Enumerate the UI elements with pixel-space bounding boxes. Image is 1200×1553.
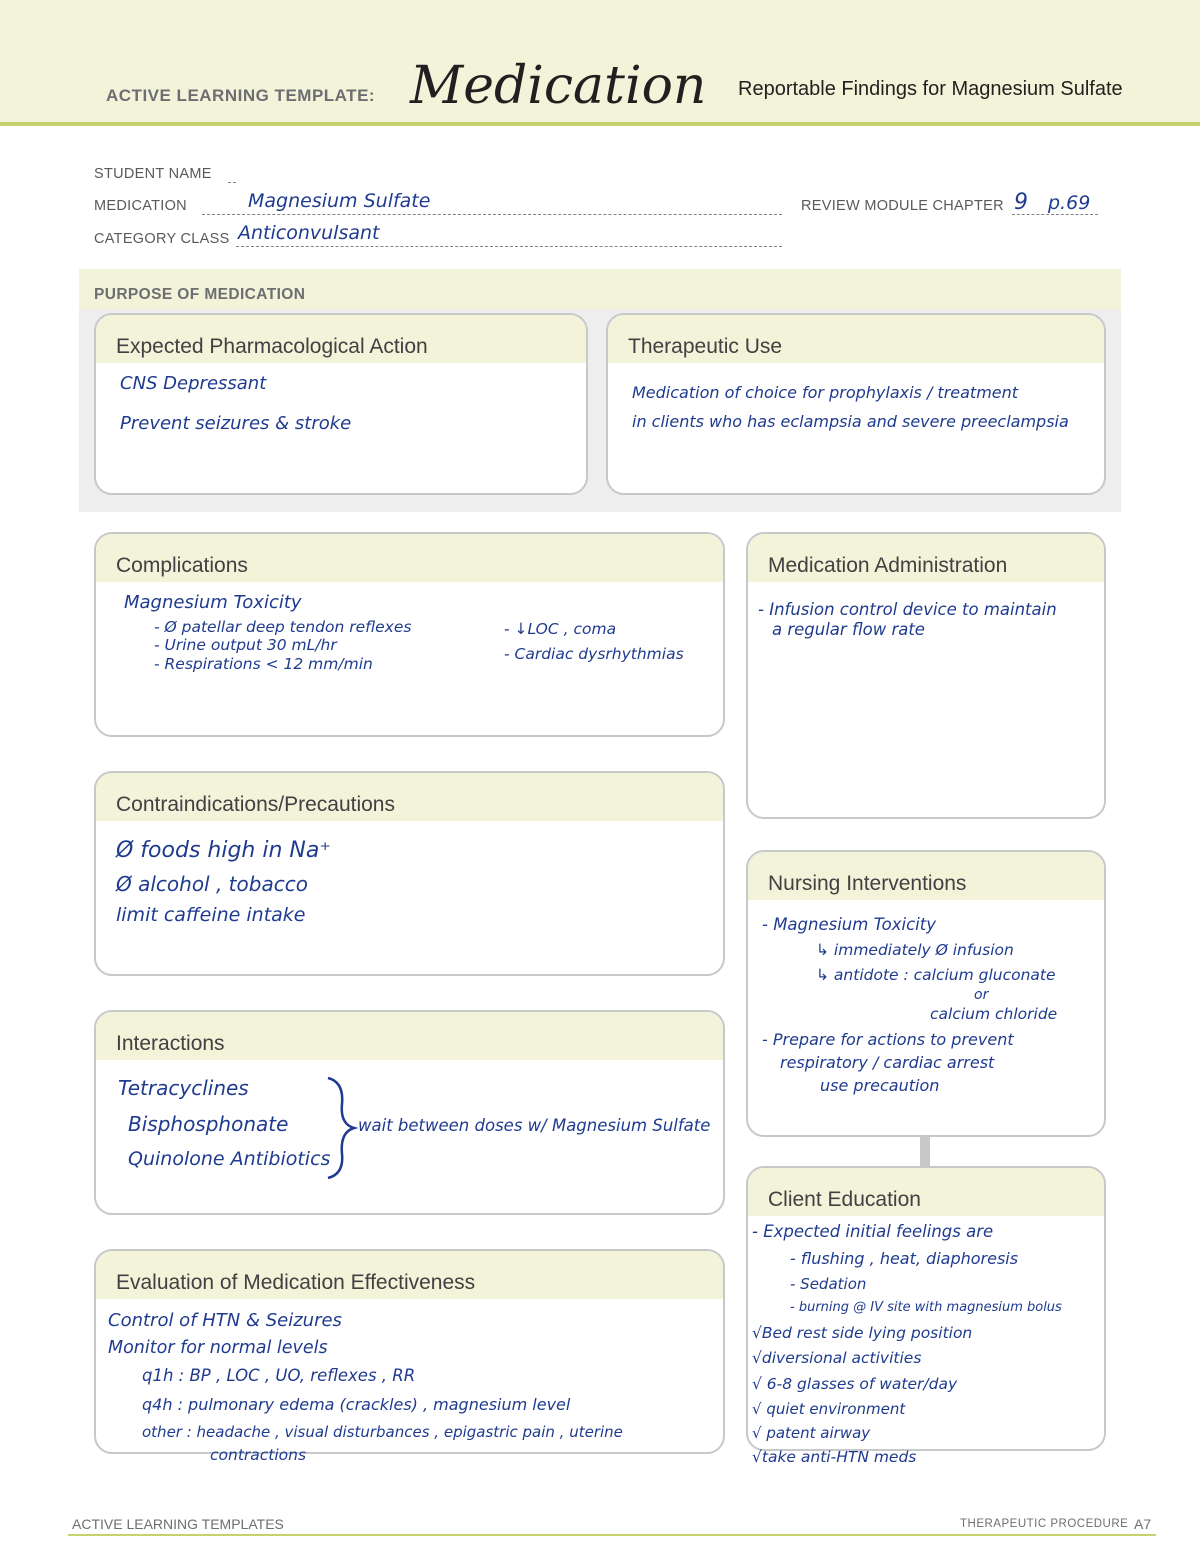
contraindication-item: Ø foods high in Na⁺: [116, 838, 331, 863]
expected-action-content: [120, 373, 576, 434]
administration-title: Medication Administration: [768, 554, 1008, 577]
therapeutic-use-box: [606, 313, 1106, 495]
therapeutic-use-content: [632, 383, 1094, 431]
category-class-line: [236, 246, 782, 247]
therapeutic-use-line: in clients who has eclampsia and severe preeclampsia: [632, 412, 1069, 432]
expected-action-box: [94, 313, 588, 495]
administration-line: - Infusion control device to maintain: [758, 600, 1057, 619]
interaction-drug: Quinolone Antibiotics: [128, 1148, 331, 1170]
contraindication-item: limit caffeine intake: [116, 904, 306, 927]
education-line: - burning @ IV site with magnesium bolus: [790, 1300, 1062, 1316]
interactions-box: [94, 1010, 725, 1215]
administration-content: [758, 600, 1094, 640]
nursing-interventions-title: Nursing Interventions: [768, 872, 967, 895]
interactions-title: Interactions: [116, 1032, 225, 1055]
interactions-note: wait between doses w/ Magnesium Sulfate: [358, 1116, 711, 1135]
expected-action-line: CNS Depressant: [120, 373, 267, 394]
medication-label: MEDICATION: [94, 198, 187, 214]
therapeutic-use-line: Medication of choice for prophylaxis / treatment: [632, 383, 1019, 402]
complications-title: Complications: [116, 554, 248, 577]
complication-item: - Ø patellar deep tendon reflexes: [154, 617, 412, 636]
footer-page-number: A7: [1134, 1516, 1152, 1532]
education-line: - Expected initial feelings are: [752, 1222, 994, 1241]
complications-heading: Magnesium Toxicity: [124, 592, 302, 613]
contraindications-content: [116, 833, 713, 931]
nursing-interventions-content: [762, 912, 1094, 1097]
evaluation-line: contractions: [210, 1446, 307, 1465]
nursing-line: - Magnesium Toxicity: [762, 915, 936, 934]
education-line: √diversional activities: [752, 1349, 922, 1368]
education-line: - flushing , heat, diaphoresis: [790, 1249, 1019, 1269]
contraindications-box: [94, 771, 725, 976]
expected-action-line: Prevent seizures & stroke: [120, 412, 352, 434]
client-education-box: [746, 1166, 1106, 1467]
complication-item: - Respirations < 12 mm/min: [154, 654, 373, 673]
client-education-content: [752, 1218, 1062, 1469]
education-line: - Sedation: [790, 1275, 867, 1294]
nursing-line: use precaution: [820, 1075, 940, 1095]
review-chapter-value: 9: [1014, 190, 1028, 215]
contraindications-title: Contraindications/Precautions: [116, 793, 395, 816]
education-line: √Bed rest side lying position: [752, 1323, 973, 1342]
medication-line: [202, 214, 782, 215]
expected-action-title: Expected Pharmacological Action: [116, 335, 428, 358]
complication-item: - Urine output 30 mL/hr: [154, 636, 337, 655]
complications-box: [94, 532, 725, 737]
nursing-line: ↳ immediately Ø infusion: [816, 941, 1014, 960]
contraindication-item: Ø alcohol , tobacco: [116, 872, 308, 897]
nursing-line: ↳ antidote : calcium gluconate: [816, 966, 1056, 985]
nursing-line: respiratory / cardiac arrest: [780, 1053, 995, 1073]
review-module-label: REVIEW MODULE CHAPTER: [801, 198, 1004, 214]
footer-left: ACTIVE LEARNING TEMPLATES: [72, 1516, 284, 1532]
footer-right: THERAPEUTIC PROCEDURE: [960, 1518, 1129, 1530]
category-class-value: Anticonvulsant: [238, 222, 380, 244]
interactions-brace: [322, 1074, 362, 1184]
evaluation-line: Control of HTN & Seizures: [108, 1310, 342, 1331]
complications-content-right: [504, 620, 713, 663]
template-title: Medication: [410, 56, 707, 116]
evaluation-line: q1h : BP , LOC , UO, reflexes , RR: [142, 1366, 416, 1386]
nursing-line: or: [974, 986, 989, 1003]
evaluation-content: [108, 1307, 713, 1467]
category-class-label: CATEGORY CLASS: [94, 231, 230, 247]
education-line: √ patent airway: [752, 1424, 871, 1443]
header-rule: [0, 122, 1200, 126]
complication-item: - ↓LOC , coma: [504, 620, 617, 638]
evaluation-line: q4h : pulmonary edema (crackles) , magnesium level: [142, 1394, 571, 1414]
client-education-title: Client Education: [768, 1188, 921, 1211]
template-label: ACTIVE LEARNING TEMPLATE:: [106, 86, 376, 105]
nursing-interventions-box: [746, 850, 1106, 1137]
footer-rule: [68, 1534, 1156, 1536]
education-line: √ quiet environment: [752, 1400, 906, 1419]
evaluation-box: [94, 1249, 725, 1465]
connector-bar: [920, 1136, 930, 1168]
student-name-label: STUDENT NAME: [94, 166, 212, 182]
nursing-line: calcium chloride: [930, 1005, 1058, 1024]
interaction-drug: Bisphosphonate: [128, 1112, 289, 1136]
complication-item: - Cardiac dysrhythmias: [504, 644, 684, 663]
nursing-line: - Prepare for actions to prevent: [762, 1029, 1014, 1049]
purpose-label: PURPOSE OF MEDICATION: [94, 286, 306, 303]
administration-box: [746, 532, 1106, 819]
interaction-drug: Tetracyclines: [118, 1076, 249, 1100]
review-page-value: p.69: [1048, 192, 1091, 214]
evaluation-line: other : headache , visual disturbances , epigastric pain , uterine: [142, 1422, 623, 1441]
evaluation-title: Evaluation of Medication Effectiveness: [116, 1271, 476, 1294]
education-line: √take anti-HTN meds: [752, 1448, 917, 1467]
education-line: √ 6-8 glasses of water/day: [752, 1374, 958, 1393]
student-name-line: [228, 182, 236, 183]
medication-value: Magnesium Sulfate: [248, 190, 431, 212]
therapeutic-use-title: Therapeutic Use: [628, 335, 783, 358]
administration-line: a regular flow rate: [772, 619, 925, 639]
template-subtitle: Reportable Findings for Magnesium Sulfate: [738, 78, 1123, 100]
evaluation-line: Monitor for normal levels: [108, 1337, 328, 1358]
